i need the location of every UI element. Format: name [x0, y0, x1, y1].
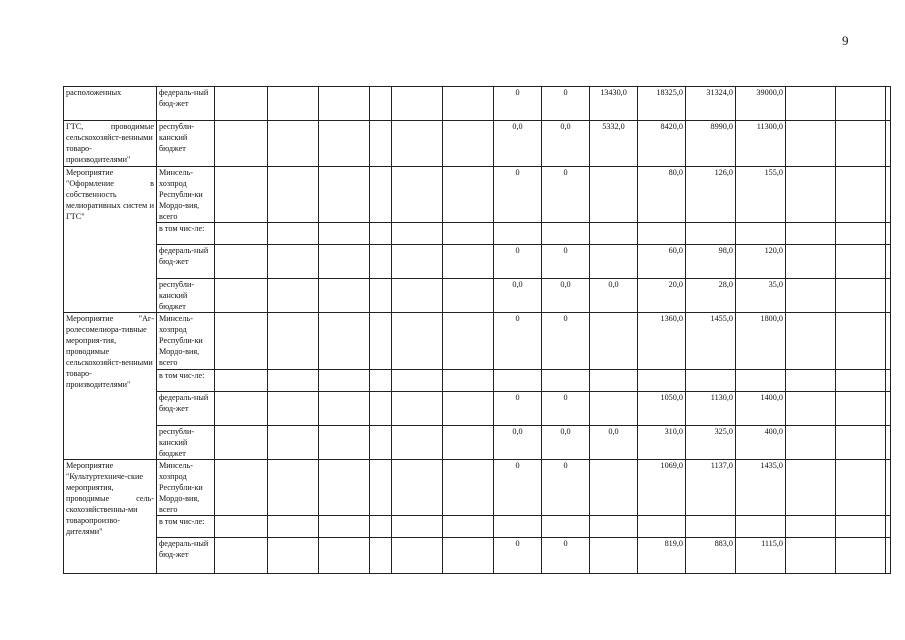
empty-cell [786, 87, 836, 121]
value-cell: 155,0 [736, 167, 786, 223]
empty-cell [319, 516, 370, 538]
empty-cell [443, 279, 494, 313]
value-cell: 0,0 [542, 279, 590, 313]
value-cell [590, 370, 638, 392]
empty-cell [319, 279, 370, 313]
value-cell: 0 [542, 538, 590, 574]
empty-cell [886, 87, 891, 121]
value-cell: 8990,0 [686, 121, 736, 167]
empty-cell [836, 87, 886, 121]
value-cell: 8420,0 [638, 121, 686, 167]
value-cell: 39000,0 [736, 87, 786, 121]
table-row [64, 87, 891, 121]
value-cell: 18325,0 [638, 87, 686, 121]
value-cell [736, 370, 786, 392]
empty-cell [268, 426, 319, 460]
empty-cell [268, 167, 319, 223]
value-cell [494, 516, 542, 538]
empty-cell [370, 121, 392, 167]
value-cell [590, 460, 638, 516]
value-cell [686, 516, 736, 538]
value-cell: 5332,0 [590, 121, 638, 167]
empty-cell [443, 313, 494, 370]
empty-cell [886, 167, 891, 223]
value-cell: 310,0 [638, 426, 686, 460]
value-cell: 11300,0 [736, 121, 786, 167]
empty-cell [319, 121, 370, 167]
table-row [64, 167, 891, 223]
empty-cell [319, 538, 370, 574]
empty-cell [886, 392, 891, 426]
value-cell [494, 370, 542, 392]
funding-source: в том чис-ле: [157, 370, 215, 392]
value-cell: 1800,0 [736, 313, 786, 370]
empty-cell [370, 87, 392, 121]
empty-cell [319, 223, 370, 245]
empty-cell [836, 460, 886, 516]
value-cell [590, 167, 638, 223]
empty-cell [443, 460, 494, 516]
empty-cell [786, 460, 836, 516]
empty-cell [443, 370, 494, 392]
empty-cell [836, 223, 886, 245]
table-body [64, 87, 891, 574]
empty-cell [370, 245, 392, 279]
empty-cell [268, 538, 319, 574]
table-row [64, 516, 891, 538]
value-cell: 400,0 [736, 426, 786, 460]
empty-cell [886, 121, 891, 167]
empty-cell [836, 313, 886, 370]
empty-cell [319, 460, 370, 516]
empty-cell [786, 370, 836, 392]
empty-cell [268, 370, 319, 392]
value-cell: 126,0 [686, 167, 736, 223]
empty-cell [392, 279, 443, 313]
empty-cell [443, 167, 494, 223]
value-cell: 1455,0 [686, 313, 736, 370]
empty-cell [268, 460, 319, 516]
empty-cell [836, 370, 886, 392]
empty-cell [886, 460, 891, 516]
value-cell: 0 [494, 313, 542, 370]
value-cell: 0,0 [494, 121, 542, 167]
empty-cell [215, 370, 268, 392]
measure-description: расположенных [64, 87, 157, 121]
funding-source: федераль-ный бюд-жет [157, 392, 215, 426]
empty-cell [215, 313, 268, 370]
value-cell [638, 370, 686, 392]
empty-cell [443, 245, 494, 279]
empty-cell [443, 87, 494, 121]
value-cell: 0 [542, 167, 590, 223]
empty-cell [836, 516, 886, 538]
empty-cell [886, 279, 891, 313]
empty-cell [215, 167, 268, 223]
empty-cell [370, 279, 392, 313]
empty-cell [215, 279, 268, 313]
value-cell: 0 [494, 538, 542, 574]
value-cell [686, 223, 736, 245]
empty-cell [786, 245, 836, 279]
empty-cell [392, 538, 443, 574]
empty-cell [268, 279, 319, 313]
value-cell [638, 516, 686, 538]
funding-source: Минсель-хозпрод Республи-ки Мордо-вия, всего [157, 167, 215, 223]
page-number: 9 [842, 33, 849, 48]
value-cell: 120,0 [736, 245, 786, 279]
empty-cell [319, 392, 370, 426]
empty-cell [215, 223, 268, 245]
empty-cell [215, 516, 268, 538]
empty-cell [215, 392, 268, 426]
funding-source: в том чис-ле: [157, 516, 215, 538]
empty-cell [370, 313, 392, 370]
empty-cell [370, 223, 392, 245]
value-cell [590, 223, 638, 245]
empty-cell [268, 245, 319, 279]
empty-cell [392, 167, 443, 223]
empty-cell [319, 426, 370, 460]
empty-cell [786, 426, 836, 460]
value-cell [686, 370, 736, 392]
table-row [64, 538, 891, 574]
empty-cell [392, 245, 443, 279]
value-cell: 1115,0 [736, 538, 786, 574]
empty-cell [268, 223, 319, 245]
empty-cell [836, 167, 886, 223]
empty-cell [836, 245, 886, 279]
value-cell: 0,0 [494, 279, 542, 313]
empty-cell [392, 87, 443, 121]
table-row [64, 426, 891, 460]
empty-cell [786, 538, 836, 574]
value-cell: 31324,0 [686, 87, 736, 121]
empty-cell [786, 167, 836, 223]
funding-source: Минсель-хозпрод Республи-ки Мордо-вия, всего [157, 460, 215, 516]
funding-source: федераль-ный бюд-жет [157, 538, 215, 574]
value-cell: 0,0 [542, 121, 590, 167]
value-cell: 98,0 [686, 245, 736, 279]
value-cell: 20,0 [638, 279, 686, 313]
value-cell: 0 [494, 87, 542, 121]
value-cell: 0 [494, 460, 542, 516]
value-cell [542, 223, 590, 245]
value-cell [542, 370, 590, 392]
value-cell: 0 [494, 167, 542, 223]
value-cell [590, 516, 638, 538]
empty-cell [392, 426, 443, 460]
empty-cell [215, 426, 268, 460]
table-row [64, 279, 891, 313]
funding-source: Минсель-хозпрод Республи-ки Мордо-вия, всего [157, 313, 215, 370]
empty-cell [215, 245, 268, 279]
empty-cell [886, 516, 891, 538]
empty-cell [443, 223, 494, 245]
empty-cell [836, 279, 886, 313]
empty-cell [786, 121, 836, 167]
value-cell: 0 [542, 460, 590, 516]
empty-cell [319, 245, 370, 279]
value-cell [638, 223, 686, 245]
empty-cell [786, 313, 836, 370]
value-cell: 1050,0 [638, 392, 686, 426]
empty-cell [319, 167, 370, 223]
value-cell [736, 223, 786, 245]
value-cell: 0,0 [494, 426, 542, 460]
value-cell: 60,0 [638, 245, 686, 279]
empty-cell [392, 313, 443, 370]
empty-cell [370, 538, 392, 574]
value-cell: 1360,0 [638, 313, 686, 370]
empty-cell [836, 538, 886, 574]
value-cell [736, 516, 786, 538]
empty-cell [786, 516, 836, 538]
empty-cell [370, 516, 392, 538]
empty-cell [886, 426, 891, 460]
empty-cell [268, 121, 319, 167]
empty-cell [786, 392, 836, 426]
funding-source: республи-канский бюджет [157, 279, 215, 313]
budget-table [63, 86, 891, 574]
table-row [64, 121, 891, 167]
table-row [64, 370, 891, 392]
empty-cell [836, 121, 886, 167]
value-cell [494, 223, 542, 245]
empty-cell [886, 245, 891, 279]
empty-cell [886, 313, 891, 370]
value-cell: 28,0 [686, 279, 736, 313]
empty-cell [370, 426, 392, 460]
empty-cell [392, 516, 443, 538]
empty-cell [370, 370, 392, 392]
empty-cell [786, 279, 836, 313]
value-cell [590, 392, 638, 426]
funding-source: в том чис-ле: [157, 223, 215, 245]
value-cell: 1400,0 [736, 392, 786, 426]
value-cell: 80,0 [638, 167, 686, 223]
value-cell [590, 538, 638, 574]
funding-source: федераль-ный бюд-жет [157, 245, 215, 279]
value-cell: 0,0 [590, 279, 638, 313]
empty-cell [215, 121, 268, 167]
empty-cell [443, 538, 494, 574]
value-cell: 0 [542, 392, 590, 426]
table-row [64, 245, 891, 279]
value-cell: 1435,0 [736, 460, 786, 516]
empty-cell [319, 313, 370, 370]
value-cell: 883,0 [686, 538, 736, 574]
value-cell: 325,0 [686, 426, 736, 460]
value-cell: 0 [542, 245, 590, 279]
measure-description: Мероприятие "Оформление в собственность мелиоративных систем и ГТС" [64, 167, 157, 313]
empty-cell [836, 392, 886, 426]
empty-cell [392, 223, 443, 245]
value-cell: 1069,0 [638, 460, 686, 516]
empty-cell [319, 87, 370, 121]
value-cell: 0,0 [542, 426, 590, 460]
measure-description: Мероприятие "Аг-ролесомелиора-тивные мероприя-тия, проводимые сельскохозяйст-венными товаро-производителями" [64, 313, 157, 460]
empty-cell [370, 460, 392, 516]
measure-description: ГТС, проводимые сельскохозяйст-венными товаро-производителями" [64, 121, 157, 167]
empty-cell [268, 313, 319, 370]
value-cell: 0,0 [590, 426, 638, 460]
empty-cell [786, 223, 836, 245]
table-row [64, 392, 891, 426]
funding-source: федераль-ный бюд-жет [157, 87, 215, 121]
empty-cell [370, 167, 392, 223]
value-cell: 13430,0 [590, 87, 638, 121]
empty-cell [268, 516, 319, 538]
empty-cell [392, 460, 443, 516]
funding-source: республи-канский бюджет [157, 426, 215, 460]
value-cell: 0 [542, 87, 590, 121]
empty-cell [268, 87, 319, 121]
empty-cell [392, 392, 443, 426]
value-cell: 1137,0 [686, 460, 736, 516]
empty-cell [370, 392, 392, 426]
table-row [64, 313, 891, 370]
measure-description: Мероприятие "Культуртехниче-ские мероприятия, проводимые сель-скохозяйственны-ми товаропроизво-дителями" [64, 460, 157, 574]
value-cell: 0 [494, 392, 542, 426]
value-cell: 1130,0 [686, 392, 736, 426]
empty-cell [443, 426, 494, 460]
empty-cell [836, 426, 886, 460]
table-row [64, 223, 891, 245]
empty-cell [215, 538, 268, 574]
empty-cell [886, 223, 891, 245]
value-cell: 0 [494, 245, 542, 279]
empty-cell [443, 121, 494, 167]
empty-cell [215, 460, 268, 516]
value-cell: 819,0 [638, 538, 686, 574]
empty-cell [319, 370, 370, 392]
value-cell: 35,0 [736, 279, 786, 313]
empty-cell [215, 87, 268, 121]
table-row [64, 460, 891, 516]
empty-cell [886, 538, 891, 574]
value-cell: 0 [542, 313, 590, 370]
value-cell [542, 516, 590, 538]
empty-cell [392, 121, 443, 167]
value-cell [590, 245, 638, 279]
empty-cell [268, 392, 319, 426]
value-cell [590, 313, 638, 370]
funding-source: республи-канский бюджет [157, 121, 215, 167]
empty-cell [443, 516, 494, 538]
empty-cell [392, 370, 443, 392]
empty-cell [886, 370, 891, 392]
empty-cell [443, 392, 494, 426]
